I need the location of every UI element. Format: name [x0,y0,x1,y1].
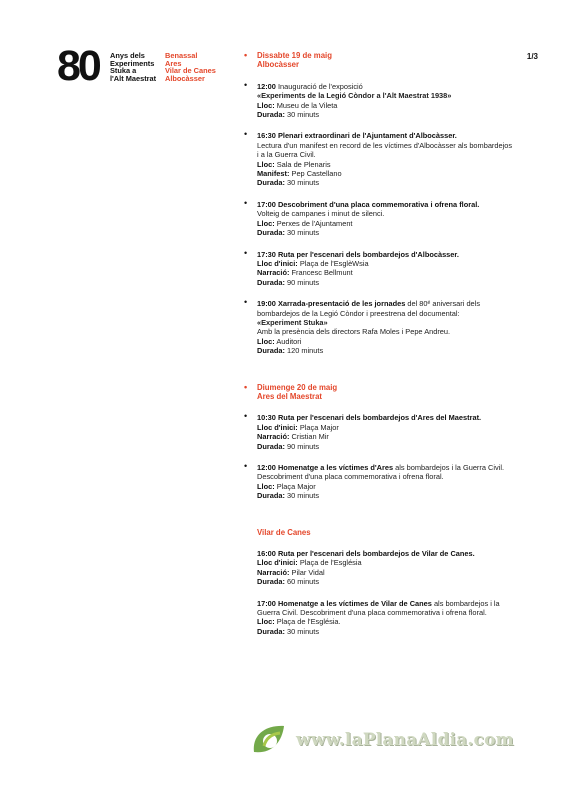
detail-label: Lloc: [257,481,275,491]
day-section [244,528,514,637]
event-detail-row [257,101,514,110]
event-title-tail: als bombardejos i la Guerra Civil. Descobriment d'una placa commemorativa i ofrena floral. [257,463,505,482]
tagline-line: Stuka a [110,66,137,76]
event-detail-row [257,577,514,586]
event-description: Volteig de campanes i minut de silenci. [257,209,385,219]
spacer [244,188,514,200]
event-detail-row [257,482,514,491]
detail-value: Plaça de l'Església [299,558,362,568]
event-title-line [257,413,514,422]
day-section [244,383,514,501]
event-subtitle: «Experiment Stuka» [257,317,328,327]
event-description: Amb la presència dels directors Rafa Moles i Pepe Andreu. [257,327,451,337]
detail-value: Museu de la Vileta [276,100,338,110]
detail-label: Lloc: [257,159,275,169]
spacer [244,451,514,463]
leaf-logo-icon [250,722,290,760]
event-time: 16:30 [257,131,276,141]
detail-value: 30 minuts [287,110,320,120]
detail-label: Durada: [257,577,285,587]
town-name: Benassal [165,51,198,60]
day-heading [244,383,514,402]
detail-label: Durada: [257,626,285,636]
event-item [244,463,514,501]
spacer [244,238,514,250]
spacer [244,537,514,549]
event-time: 17:30 [257,249,276,259]
event-detail-row [257,617,514,626]
event-title-line [257,463,514,482]
event-detail-row [257,442,514,451]
spacer [244,287,514,299]
event-time: 10:30 [257,413,276,423]
event-bullet: • [244,461,248,471]
event-bullet: • [244,197,248,208]
event-detail-row [257,558,514,567]
detail-label: Lloc: [257,100,275,110]
event-detail-row [257,337,514,346]
event-time: 12:00 [257,81,276,91]
event-bullet: • [244,411,248,422]
event-title-line [257,250,514,259]
detail-label: Manifest: [257,169,290,179]
detail-value: Auditori [276,336,302,346]
detail-value: Pilar Vidal [291,567,325,577]
detail-value: Cristian Mir [291,432,329,442]
event-detail-row [257,423,514,432]
detail-label: Narració: [257,567,290,577]
event-item [244,413,514,451]
event-title-rest: aniversari dels bombardejos de la Legió Còndor i preestrena del documental: [257,299,481,318]
event-detail-row [257,228,514,237]
event-title-line [257,131,514,140]
detail-value: 120 minuts [287,346,324,356]
detail-value: 90 minuts [287,277,320,287]
event-detail-row [257,346,514,355]
town-list [165,52,216,82]
event-item [244,247,514,288]
detail-label: Lloc d'inici: [257,422,298,432]
spacer [244,356,514,383]
day-heading [244,51,514,70]
watermark-text: www.laPlanaAldia.com [296,730,514,750]
event-title: Xarrada-presentació de les jornades [277,299,406,309]
event-time: 19:00 [257,299,276,309]
detail-label: Durada: [257,346,285,356]
detail-label: Durada: [257,491,285,501]
detail-value: 30 minuts [287,626,320,636]
event-title-line [257,549,514,558]
day-date: Diumenge 20 de maig [257,382,338,392]
event-detail-row [257,219,514,228]
town-name: Vilar de Canes [165,66,216,76]
detail-label: Narració: [257,432,290,442]
event-detail-row [257,568,514,577]
event-time: 17:00 [257,199,276,209]
event-title-tail: als bombardejos i la Guerra Civil. Descobriment d'una placa commemorativa i ofrena floral. [257,598,500,618]
event-title: Descobriment d'una placa commemorativa i ofrena floral. [277,199,480,209]
tagline-line: l'Alt Maestrat [110,73,157,83]
spacer [244,501,514,528]
detail-label: Durada: [257,277,285,287]
event-time: 16:00 [257,549,276,559]
tagline-line: Experiments [110,58,155,68]
event-title: Ruta per l'escenari dels bombardejos d'Ares del Maestrat. [277,413,482,423]
detail-value: 30 minuts [287,491,320,501]
event-title: Plenari extraordinari de l'Ajuntament d'Albocàsser. [277,131,457,141]
detail-value: Plaça de l'Església. [276,617,341,627]
detail-value: Plaça de l'EsglèWsia [299,258,369,268]
spacer [244,401,514,413]
detail-value: 90 minuts [287,441,320,451]
watermark [250,722,514,762]
detail-label: Durada: [257,110,285,120]
event-title-line [257,82,514,91]
detail-label: Narració: [257,268,290,278]
event-title: Ruta per l'escenari dels bombardejos de Vilar de Canes. [277,549,475,559]
town-name: Albocàsser [165,73,205,83]
detail-value: Sala de Plenaris [276,159,331,169]
event-detail-row [257,432,514,441]
detail-value: 60 minuts [287,577,320,587]
event-bullet: • [244,79,248,90]
detail-value: Pep Castellano [291,169,342,179]
event-item [244,549,514,587]
day-section [244,51,514,356]
day-heading [244,528,514,537]
event-title-rest: del 80 [407,299,428,309]
event-detail-row [257,627,514,636]
event-subtitle: «Experiments de la Legió Còndor a l'Alt Maestrat 1938» [257,91,452,101]
day-date: Vilar de Canes [257,527,311,537]
logo-number: 80 [57,42,99,90]
program-content [244,51,514,636]
superscript: é [427,300,431,307]
event-item [244,197,514,238]
event-description: Lectura d'un manifest en record de les víctimes d'Albocàsser als bombardejos i a la Guerra Civil. [257,140,513,160]
detail-value: Plaça Major [276,481,316,491]
event-bullet: • [244,247,248,258]
event-item [244,79,514,120]
event-detail-row [257,110,514,119]
event-title: Homenatge a les víctimes d'Ares [277,463,394,472]
event-time: 17:00 [257,598,276,608]
page-number: 1/3 [526,52,538,61]
detail-label: Lloc: [257,218,275,228]
day-bullet: • [244,50,248,60]
detail-value: 30 minuts [287,228,320,238]
event-detail-row [257,268,514,277]
event-title-line [257,200,514,209]
detail-value: Plaça Major [299,422,339,432]
event-detail-row [257,259,514,268]
tagline-line: Anys dels [110,51,145,60]
detail-value: Perxes de l'Ajuntament [276,218,353,228]
detail-value: Francesc Bellmunt [291,268,353,278]
day-town: Albocàsser [257,60,300,70]
detail-label: Lloc: [257,617,275,627]
event-detail-row [257,278,514,287]
event-title-line [257,299,514,318]
event-bullet: • [244,297,248,308]
event-bullet: • [244,129,248,140]
detail-value: 30 minuts [287,178,320,188]
event-title: Ruta per l'escenari dels bombardejos d'Albocàsser. [277,249,459,259]
logo-tagline [110,52,156,82]
event-item [244,131,514,187]
detail-label: Lloc d'inici: [257,258,298,268]
spacer [244,70,514,82]
spacer [244,119,514,131]
detail-label: Durada: [257,441,285,451]
detail-label: Durada: [257,178,285,188]
event-title-line [257,599,514,618]
detail-label: Lloc d'inici: [257,558,298,568]
detail-label: Durada: [257,228,285,238]
spacer [244,587,514,599]
event-item [244,299,514,355]
event-detail-row [257,178,514,187]
event-title: Inauguració de l'exposició [277,81,363,91]
event-item [244,599,514,637]
event-detail-row [257,169,514,178]
event-detail-row [257,160,514,169]
event-time: 12:00 [257,463,276,472]
town-name: Ares [165,58,182,68]
event-detail-row [257,491,514,500]
day-date: Dissabte 19 de maig [257,51,332,60]
event-title: Homenatge a les víctimes de Vilar de Canes [277,598,432,608]
day-bullet: • [244,381,248,392]
detail-label: Lloc: [257,336,275,346]
day-town: Ares del Maestrat [257,391,323,401]
